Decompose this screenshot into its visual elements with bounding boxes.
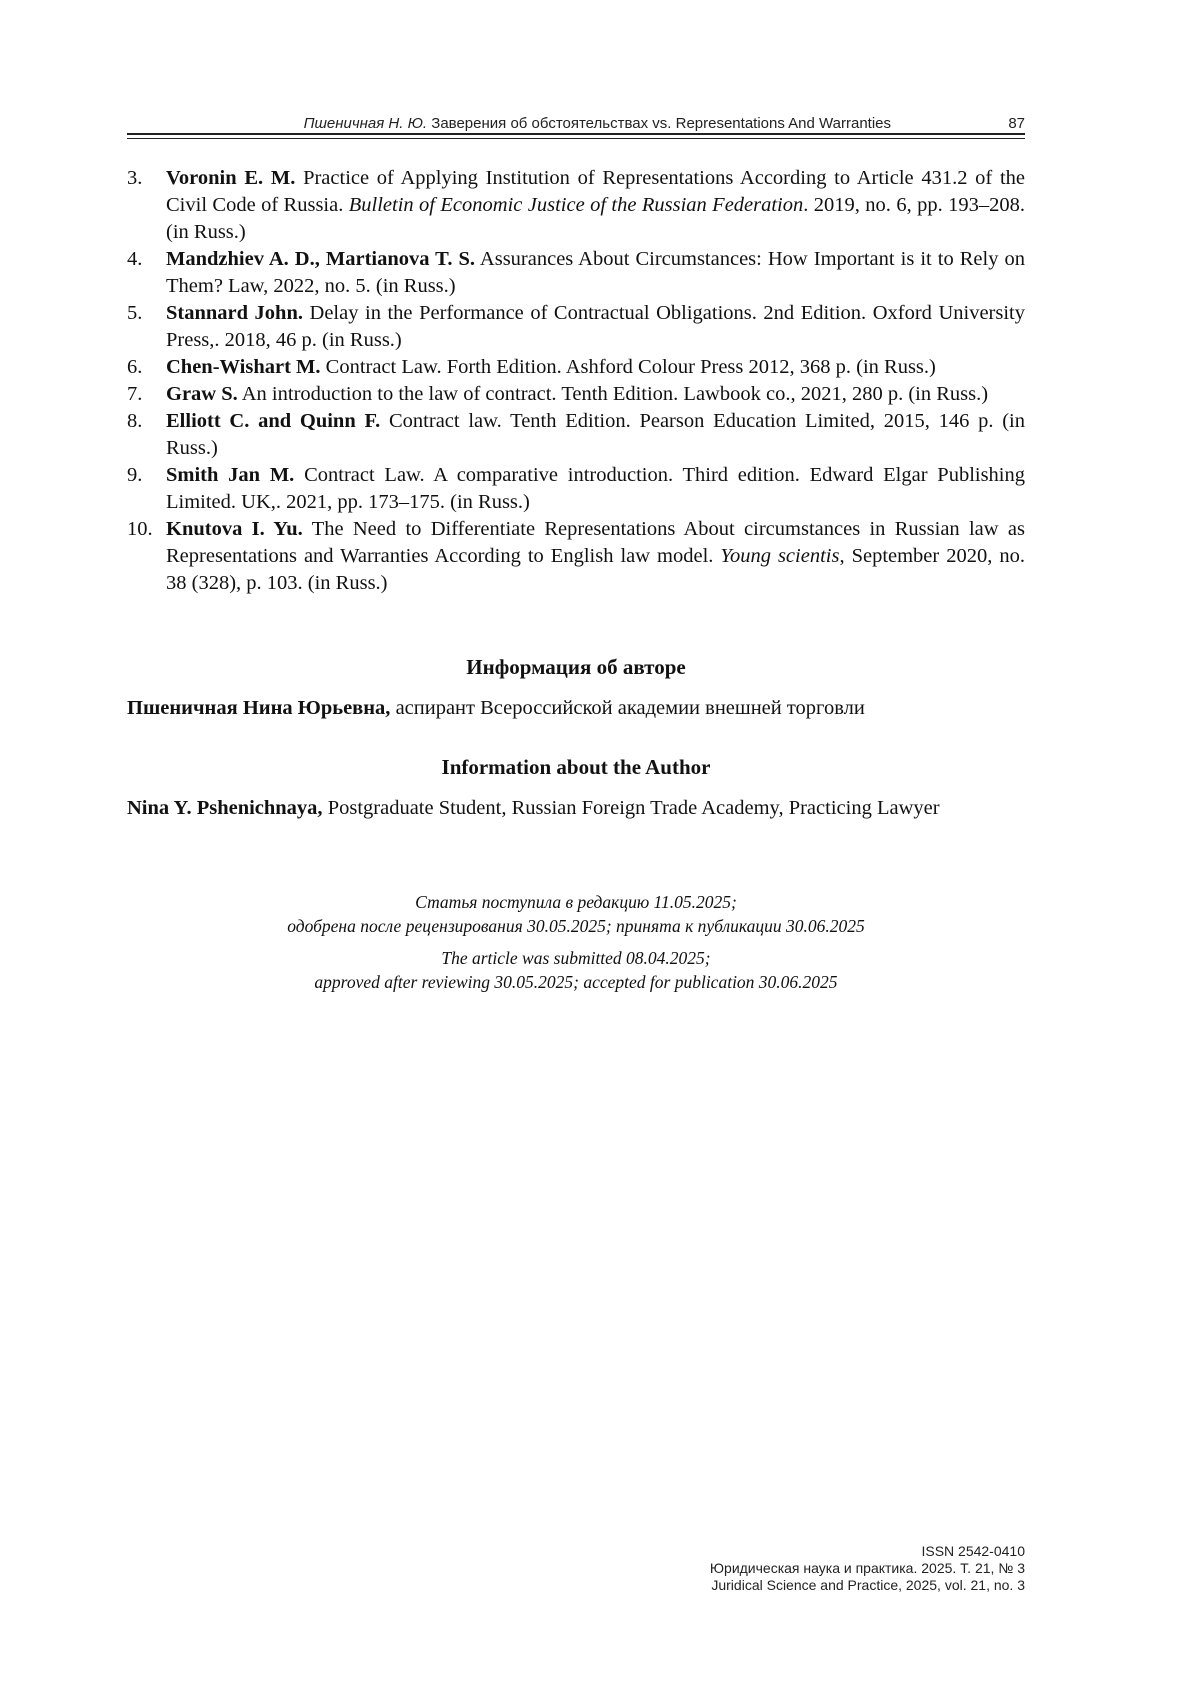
reference-number: 5. [127,302,143,324]
page-number: 87 [1008,115,1025,132]
reference-item [127,354,1025,381]
reference-number: 4. [127,248,143,270]
author-info-ru-heading: Информация об авторе [466,655,686,679]
header-rule-thick [127,133,1025,135]
reference-item [127,381,1025,408]
reference-authors: Stannard John. [166,302,303,324]
footer-issn: ISSN 2542-0410 [921,1543,1025,1559]
reference-authors: Knutova I. Yu. [166,518,303,540]
reference-item [127,165,1025,246]
reference-text: Delay in the Performance of Contractual Obligations. 2nd Edition. Oxford University Press,. 2018, 46 p. (in Russ.) [166,302,1025,351]
author-desc-en: Postgraduate Student, Russian Foreign Trade Academy, Practicing Lawyer [322,797,940,819]
reference-text: Practice of Applying Institution of Representations According to Article 431.2 of the Civil Code of Russia. [166,167,1026,216]
author-name-en: Nina Y. Pshenichnaya, [127,797,323,819]
author-desc-ru: аспирант Всероссийской академии внешней торговли [390,697,865,719]
reference-text: Contract law. Tenth Edition. Pearson Education Limited, 2015, 146 p. (in Russ.) [166,410,1025,459]
running-title [304,115,891,132]
running-title-text: Заверения об обстоятельствах vs. Representations And Warranties [431,115,891,132]
reference-number: 10. [127,518,153,540]
author-info-en-heading: Information about the Author [441,755,711,779]
page-footer [710,1543,1025,1594]
reference-authors: Voronin E. M. [166,167,296,189]
reference-text: Contract Law. Forth Edition. Ashford Colour Press 2012, 368 p. (in Russ.) [320,356,936,378]
reference-text: Assurances About Circumstances: How Important is it to Rely on Them? Law, 2022, no. 5. (in Russ.) [166,248,1025,297]
reference-item [127,246,1025,300]
footer-journal-en: Juridical Science and Practice, 2025, vol. 21, no. 3 [711,1577,1025,1593]
dates-ru-line2: одобрена после рецензирования 30.05.2025; принята к публикации 30.06.2025 [287,916,865,936]
reference-text: Contract Law. A comparative introduction. Third edition. Edward Elgar Publishing Limited. UK,. 2021, pp. 173–175. (in Russ.) [166,464,1026,513]
dates-en-line1: The article was submitted 08.04.2025; [441,948,711,968]
running-title-author: Пшеничная Н. Ю. [303,115,428,132]
reference-journal: Bulletin of Economic Justice of the Russian Federation [348,194,804,216]
reference-authors: Elliott C. and Quinn F. [166,410,381,432]
reference-details: . 2019, no. 6, pp. 193–208. (in Russ.) [166,194,1025,243]
reference-details: , September 2020, no. 38 (328), p. 103. (in Russ.) [166,545,1025,594]
reference-item [127,462,1025,516]
reference-text: The Need to Differentiate Representations About circumstances in Russian law as Representations and Warranties According to English law model. [166,518,1025,567]
reference-authors: Mandzhiev A. D., Martianova T. S. [166,248,476,270]
reference-text: An introduction to the law of contract. Tenth Edition. Lawbook co., 2021, 280 p. (in Russ.) [237,383,989,405]
dates-spacer [127,938,1025,946]
reference-item [127,516,1025,597]
reference-number: 8. [127,410,143,432]
author-info-en [127,797,1025,820]
header-rule-thin [127,138,1025,139]
author-name-ru: Пшеничная Нина Юрьевна, [127,697,391,719]
reference-number: 9. [127,464,143,486]
reference-journal: Young scientis [720,545,840,567]
reference-authors: Smith Jan M. [166,464,295,486]
reference-list [127,165,1025,597]
reference-number: 3. [127,167,143,189]
dates-en-line2: approved after reviewing 30.05.2025; accepted for publication 30.06.2025 [314,972,838,992]
reference-number: 7. [127,383,143,405]
author-info-ru [127,697,1025,720]
footer-journal-ru: Юридическая наука и практика. 2025. Т. 21, № 3 [709,1560,1025,1576]
reference-number: 6. [127,356,143,378]
reference-item [127,408,1025,462]
reference-authors: Chen-Wishart M. [166,356,321,378]
article-dates [127,890,1025,994]
dates-ru-line1: Статья поступила в редакцию 11.05.2025; [415,892,737,912]
reference-authors: Graw S. [166,383,238,405]
reference-item [127,300,1025,354]
